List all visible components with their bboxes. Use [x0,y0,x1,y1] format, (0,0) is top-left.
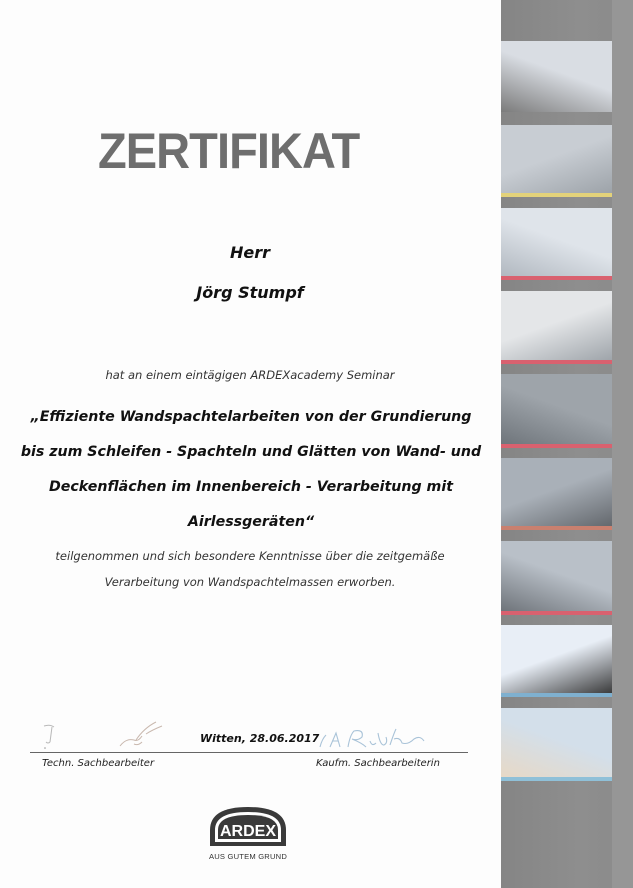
logo-wordmark: ARDEX [219,823,277,840]
photo-accent-stripe [501,693,612,697]
photo-accent-stripe [501,526,612,530]
photo-accent-stripe [501,360,612,364]
photo-accent-stripe [501,611,612,615]
recipient-name: Jörg Stumpf [196,283,304,302]
photo-tile-installation [501,374,612,448]
ardex-logo [206,804,290,848]
photo-accent-stripe [501,777,612,781]
outro-line: Verarbeitung von Wandspachtelmassen erworben. [104,575,396,589]
photo-accent-stripe [501,193,612,197]
seminar-title-line: bis zum Schleifen - Spachteln und Glätten von Wand- und [20,444,482,460]
photo-wall-repair-trowel [501,41,612,112]
seminar-title [14,400,488,540]
photo-wall-smoothing-worker [501,625,612,697]
photo-sanding-float-ardex [501,708,612,781]
seminar-title-line: „Effiziente Wandspachtelarbeiten von der Grundierung [30,409,472,425]
technical-signature [38,718,188,750]
photo-floor-leveling-squeegee [501,125,612,197]
technical-role-label: Techn. Sachbearbeiter [42,758,155,769]
outro-text [0,543,500,595]
commercial-role-label: Kaufm. Sachbearbeiterin [316,758,440,769]
photo-adhesive-notched-trowel [501,458,612,530]
logo-slogan: AUS GUTEM GRUND [208,852,288,861]
photo-laying-large-tile [501,541,612,615]
place-date: Witten, 28.06.2017 [200,732,320,745]
photo-strip-edge [612,0,633,888]
photo-accent-stripe [501,444,612,448]
commercial-signature [318,725,428,753]
certificate-title: ZERTIFIKAT [98,123,360,179]
seminar-title-line: Airlessgeräten“ [187,514,315,530]
intro-text: hat an einem eintägigen ARDEXacademy Seminar [105,368,395,382]
signature-line [30,752,468,753]
photo-self-leveling-floor-shoes [501,208,612,280]
photo-underfloor-heating-mat [501,291,612,364]
photo-accent-stripe [501,276,612,280]
salutation: Herr [229,243,271,262]
outro-line: teilgenommen und sich besondere Kenntnisse über die zeitgemäße [55,549,445,563]
seminar-title-line: Deckenflächen im Innenbereich - Verarbeitung mit [49,479,453,495]
